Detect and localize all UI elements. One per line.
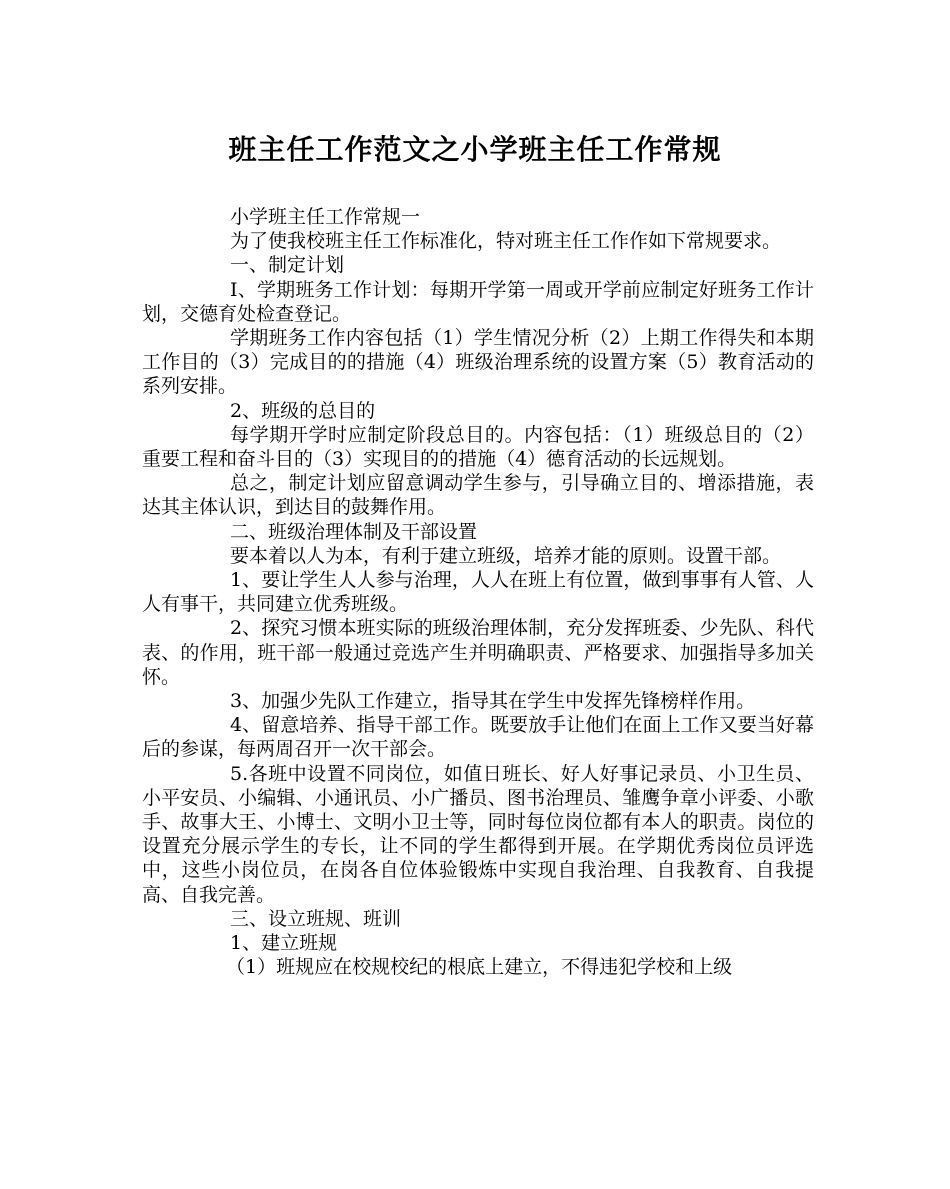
- section-heading: 三、设立班规、班训: [230, 907, 402, 930]
- document-title: 班主任工作范文之小学班主任工作常规: [228, 133, 722, 166]
- paragraph: 总之，制定计划应留意调动学生参与，引导确立目的、增添措施，表达其主体认识，到达目的鼓舞作用。: [142, 472, 814, 519]
- document-body: [142, 205, 814, 980]
- paragraph: I、学期班务工作计划：每期开学第一周或开学前应制定好班务工作计划，交德育处检查登记。: [142, 278, 814, 325]
- section-heading: 二、班级治理体制及干部设置: [230, 520, 478, 543]
- paragraph: 为了使我校班主任工作标准化，特对班主任工作作如下常规要求。: [230, 230, 782, 253]
- paragraph: 1、要让学生人人参与治理，人人在班上有位置，做到事事有人管、人人有事干，共同建立优秀班级。: [142, 569, 814, 616]
- paragraph: 学期班务工作内容包括（1）学生情况分析（2）上期工作得失和本期工作目的（3）完成目的的措施（4）班级治理系统的设置方案（5）教育活动的系列安排。: [142, 327, 814, 398]
- subsection-heading: 2、班级的总目的: [230, 399, 376, 422]
- paragraph: 每学期开学时应制定阶段总目的。内容包括：（1）班级总目的（2）重要工程和奋斗目的（3）实现目的的措施（4）德育活动的长远规划。: [142, 423, 814, 471]
- paragraph: （1）班规应在校规校纪的根底上建立，不得违犯学校和上级: [226, 956, 733, 979]
- paragraph: 小学班主任工作常规一: [230, 206, 421, 228]
- paragraph: 5.各班中设置不同岗位，如值日班长、好人好事记录员、小卫生员、小平安员、小编辑、小通讯员、小广播员、图书治理员、雏鹰争章小评委、小歌手、故事大王、小博士、文明小卫士等，同时每位岗位都有本人的职责。岗位的设置充分展示学生的专长，让不同的学生都得到开展。在学期优秀岗位员评选中，这些小岗位员，在岗各自位体验锻炼中实现自我治理、自我教育、自我提高、自我完善。: [142, 762, 814, 906]
- paragraph: 3、加强少先队工作建立，指导其在学生中发挥先锋榜样作用。: [230, 690, 756, 713]
- paragraph: 要本着以人为本，有利于建立班级，培养才能的原则。设置干部。: [230, 544, 782, 567]
- paragraph: 2、探究习惯本班实际的班级治理体制，充分发挥班委、少先队、科代表、的作用，班干部一般通过竞选产生并明确职责、严格要求、加强指导多加关怀。: [142, 617, 814, 688]
- subsection-heading: 1、建立班规: [230, 932, 338, 955]
- section-heading: 一、制定计划: [230, 254, 345, 277]
- paragraph: 4、留意培养、指导干部工作。既要放手让他们在面上工作又要当好幕后的参谋，每两周召开一次干部会。: [142, 714, 814, 761]
